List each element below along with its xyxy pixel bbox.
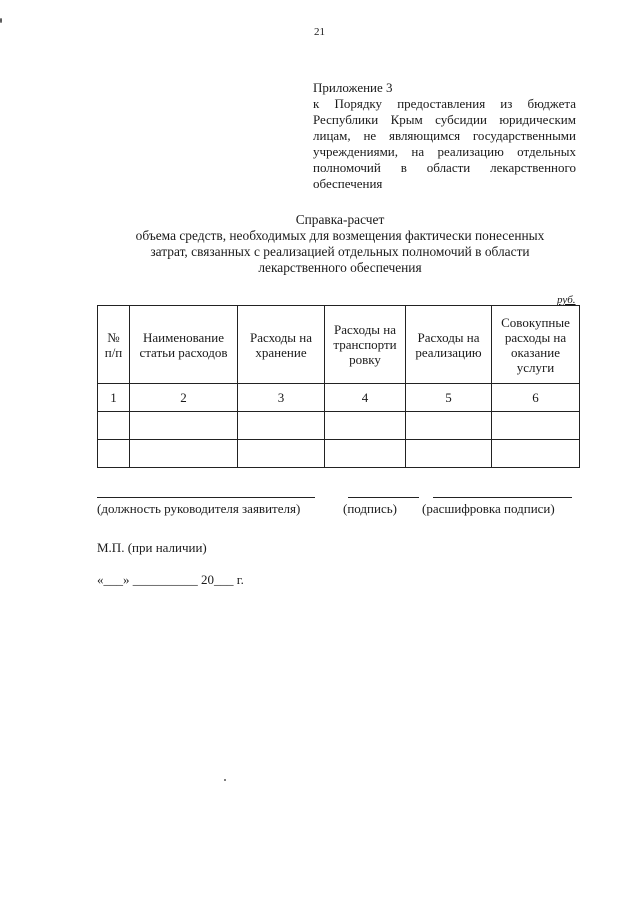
header-text: Расходы на	[333, 322, 397, 337]
table-cell[interactable]	[238, 440, 325, 468]
table-cell: 6	[492, 384, 580, 412]
header-text: хранение	[255, 344, 307, 360]
decoding-signature-line[interactable]	[433, 497, 572, 498]
header-text: №	[107, 329, 120, 345]
header-text: расходы на	[504, 329, 567, 345]
table-row	[98, 440, 580, 468]
table-cell: 4	[325, 384, 406, 412]
heading-title: Справка-расчет	[295, 212, 385, 227]
header-text: п/п	[104, 344, 123, 360]
table-cell[interactable]	[98, 440, 130, 468]
position-caption: (должность руководителя заявителя)	[97, 501, 301, 516]
header-text: Наименование	[143, 329, 224, 345]
table-cell: 2	[130, 384, 238, 412]
header-text: Расходы на	[417, 329, 480, 345]
calculation-table	[97, 305, 580, 468]
heading-line-2: затрат, связанных с реализацией отдельных полномочий в области	[150, 244, 530, 259]
position-signature-line[interactable]	[97, 497, 315, 498]
heading-line-1: объема средств, необходимых для возмещения фактически понесенных	[135, 228, 545, 243]
table-cell: 1	[98, 384, 130, 412]
scan-speck	[0, 18, 2, 23]
table-header-row	[98, 306, 580, 384]
header-text: оказание	[511, 344, 560, 360]
table-cell[interactable]	[130, 412, 238, 440]
table-cell[interactable]	[130, 440, 238, 468]
signature-line[interactable]	[348, 497, 419, 498]
table-cell[interactable]	[492, 440, 580, 468]
table-cell: 5	[406, 384, 492, 412]
table-cell[interactable]	[492, 412, 580, 440]
header-cell-number	[98, 306, 130, 384]
appendix-text: к Порядку предоставления из бюджета Республики Крым субсидии юридическим лицам, не являющимся государственными учреждениями, на реализацию отдельных полномочий в области лекарственного обеспечения	[313, 96, 576, 191]
scan-speck	[224, 779, 226, 781]
table-cell[interactable]	[325, 412, 406, 440]
table-cell[interactable]	[325, 440, 406, 468]
table-numbering-row	[98, 384, 580, 412]
table-cell[interactable]	[406, 440, 492, 468]
header-text: ровку	[349, 352, 381, 367]
header-cell-transport-costs	[325, 306, 406, 384]
heading-line-3: лекарственного обеспечения	[258, 260, 422, 275]
decoding-caption: (расшифровка подписи)	[422, 501, 555, 516]
date-line[interactable]: «___» __________ 20___ г.	[97, 572, 244, 587]
header-text: Совокупные	[501, 314, 570, 330]
header-cell-item-name	[130, 306, 238, 384]
header-cell-total-costs	[492, 306, 580, 384]
header-text: транспорти	[333, 337, 397, 352]
document-heading	[60, 212, 620, 276]
appendix-title: Приложение 3	[313, 80, 393, 95]
header-cell-sales-costs	[406, 306, 492, 384]
currency-unit: руб.	[557, 294, 576, 306]
header-text: реализацию	[415, 344, 482, 360]
stamp-note: М.П. (при наличии)	[97, 540, 207, 555]
page-number: 21	[314, 26, 325, 38]
header-text: статьи расходов	[139, 344, 228, 360]
table-row	[98, 412, 580, 440]
signature-caption: (подпись)	[343, 501, 397, 516]
table-cell[interactable]	[98, 412, 130, 440]
table-cell: 3	[238, 384, 325, 412]
header-text: Расходы на	[249, 329, 313, 345]
table-cell[interactable]	[238, 412, 325, 440]
header-text: услуги	[516, 359, 555, 375]
table-cell[interactable]	[406, 412, 492, 440]
header-cell-storage-costs	[238, 306, 325, 384]
